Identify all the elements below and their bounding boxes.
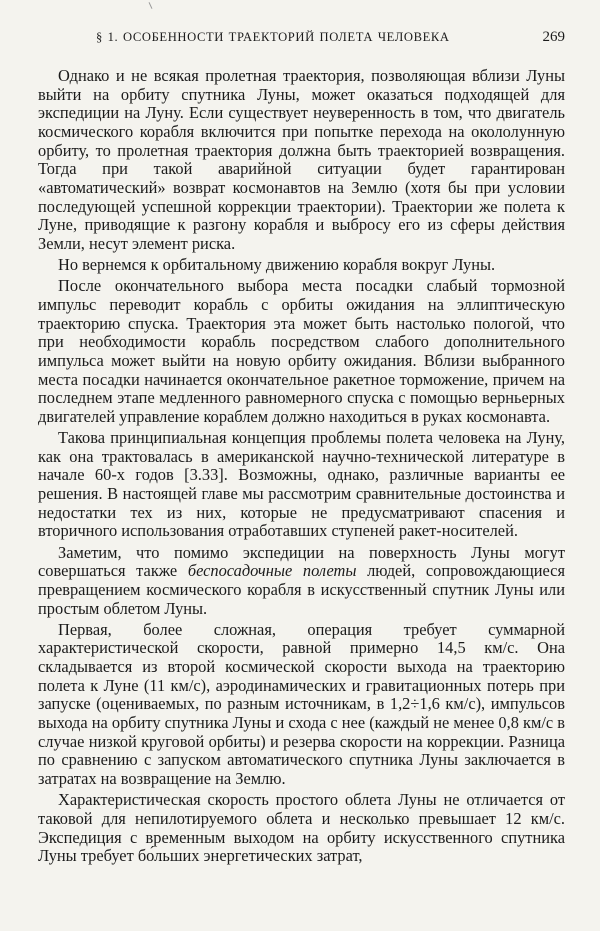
paragraph-1: Однако и не всякая пролетная траектория, позволяющая вблизи Луны выйти на орбиту спутника Луны, может оказаться подходящей для экспедиции на Луну. Если существует неуверенность в том, что двигатель космического корабля включится при попытке перехода на окололунную орбиту, то пролетная траектория должна быть траекторией возвращения. Тогда при такой аварийной ситуации будет гарантирован «автоматический» возврат космонавтов на Землю (хотя бы при условии последующей успешной коррекции траектории). Траектории же полета к Луне, приводящие к разгону корабля и выбросу его из сферы действия Земли, несут элемент риска.	[38, 66, 565, 253]
paragraph-4: Такова принципиальная концепция проблемы полета человека на Луну, как она трактовалась в американской научно-технической литературе в начале 60-х годов [3.33]. Возможны, однако, различные варианты ее решения. В настоящей главе мы рассмотрим сравнительные достоинства и недостатки тех из них, которые не предусматривают спасения и вторичного использования отработавших ступеней ракет-носителей.	[38, 428, 565, 541]
print-speck	[149, 2, 153, 9]
body-text	[38, 67, 565, 866]
section-title: § 1. ОСОБЕННОСТИ ТРАЕКТОРИЙ ПОЛЕТА ЧЕЛОВЕКА	[96, 30, 450, 44]
paragraph-5-start: Заметим, что помимо экспедиции на поверхность Луны могут совершаться также	[38, 542, 565, 581]
paragraph-5	[38, 544, 565, 619]
paragraph-5-end: людей, сопровождающиеся превращением космического корабля в искусственный спутник Луны или простым облетом Луны.	[38, 561, 565, 618]
paragraph-2: Но вернемся к орбитальному движению корабля вокруг Луны.	[58, 255, 496, 275]
page-number: 269	[542, 29, 565, 45]
paragraph-7: Характеристическая скорость простого облета Луны не отличается от таковой для непилотируемого облета и несколько превышает 12 км/с. Экспедиция с временным выходом на орбиту искусственного спутника Луны требует бо́льших энергетических затрат,	[38, 790, 565, 866]
paragraph-3: После окончательного выбора места посадки слабый тормозной импульс переводит корабль с орбиты ожидания на эллиптическую траекторию спуска. Траектория эта может быть настолько пологой, что при необходимости корабль посредством слабого дополнительного импульса может выйти на новую орбиту ожидания. Вблизи выбранного места посадки начинается окончательное ракетное торможение, причем на последнем этапе медленного равномерного спуска с помощью верньерных двигателей управление кораблем должно находиться в руках космонавта.	[38, 276, 565, 426]
running-head	[38, 30, 565, 50]
paragraph-6: Первая, более сложная, операция требует суммарной характеристической скорости, равной примерно 14,5 км/с. Она складывается из второй космической скорости выхода на траекторию полета к Луне (11 км/с), аэродинамических и гравитационных потерь при запуске (оцениваемых, по разным источникам, в 1,2÷1,6 км/с), импульсов выхода на орбиту спутника Луны и схода с нее (каждый не менее 0,8 км/с в случае низкой круговой орбиты) и резерва скорости на коррекции. Разница по сравнению с запуском автоматического спутника Луны заключается в затратах на возвращение на Землю.	[38, 619, 565, 789]
italic-term: беспосадочные полеты	[187, 561, 357, 581]
